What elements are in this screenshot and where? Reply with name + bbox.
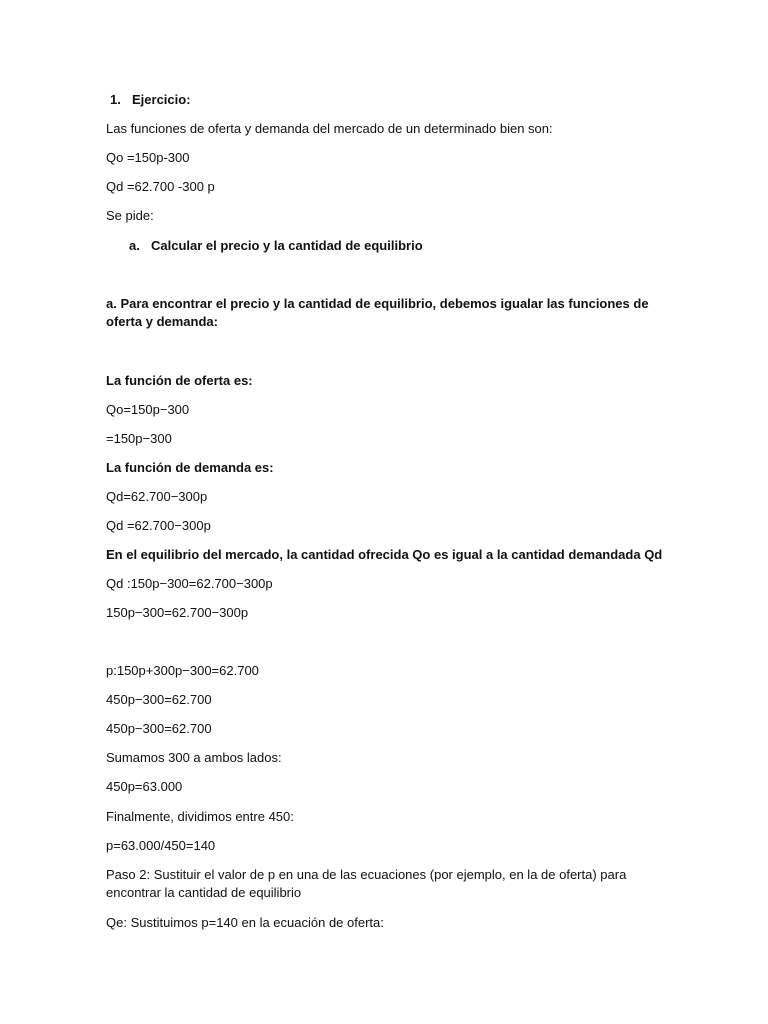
equilibrium-equation: 150p−300=62.700−300p	[106, 605, 249, 620]
intro-text: Las funciones de oferta y demanda del mercado de un determinado bien son:	[106, 121, 553, 136]
item-text: Calcular el precio y la cantidad de equilibrio	[151, 238, 423, 253]
step-combine-p: p:150p+300p−300=62.700	[106, 663, 259, 678]
result-price: p=63.000/450=140	[106, 838, 216, 853]
step-add-300-text: Sumamos 300 a ambos lados:	[106, 750, 282, 765]
step-450p-63000: 450p=63.000	[106, 779, 183, 794]
equilibrium-equation-qd: Qd :150p−300=62.700−300p	[106, 576, 273, 591]
supply-equation-1: Qo=150p−300	[106, 402, 190, 417]
step-2-text: Paso 2: Sustituir el valor de p en una de las ecuaciones (por ejemplo, en la de oferta) para encontrar la cantidad de equilibrio	[106, 867, 627, 900]
supply-label: La función de oferta es:	[106, 373, 253, 388]
supply-definition: Qo =150p-300	[106, 150, 190, 165]
heading-text: Ejercicio:	[132, 92, 191, 107]
heading-number: 1.	[110, 92, 121, 107]
step-450-a: 450p−300=62.700	[106, 692, 212, 707]
demand-equation-1: Qd=62.700−300p	[106, 489, 208, 504]
item-letter: a.	[129, 238, 140, 253]
answer-a-intro: a. Para encontrar el precio y la cantidad de equilibrio, debemos igualar las funciones de oferta y demanda:	[106, 296, 649, 329]
demand-definition: Qd =62.700 -300 p	[106, 179, 215, 194]
demand-label: La función de demanda es:	[106, 460, 274, 475]
demand-equation-2: Qd =62.700−300p	[106, 518, 211, 533]
step-divide-text: Finalmente, dividimos entre 450:	[106, 809, 294, 824]
se-pide-text: Se pide:	[106, 208, 154, 223]
supply-equation-2: =150p−300	[106, 431, 172, 446]
step-450-b: 450p−300=62.700	[106, 721, 212, 736]
question-item-a	[129, 237, 423, 255]
exercise-heading	[110, 91, 191, 109]
equilibrium-label: En el equilibrio del mercado, la cantidad ofrecida Qo es igual a la cantidad demandada Qd	[106, 547, 663, 562]
qe-substitution-text: Qe: Sustituimos p=140 en la ecuación de oferta:	[106, 915, 384, 930]
